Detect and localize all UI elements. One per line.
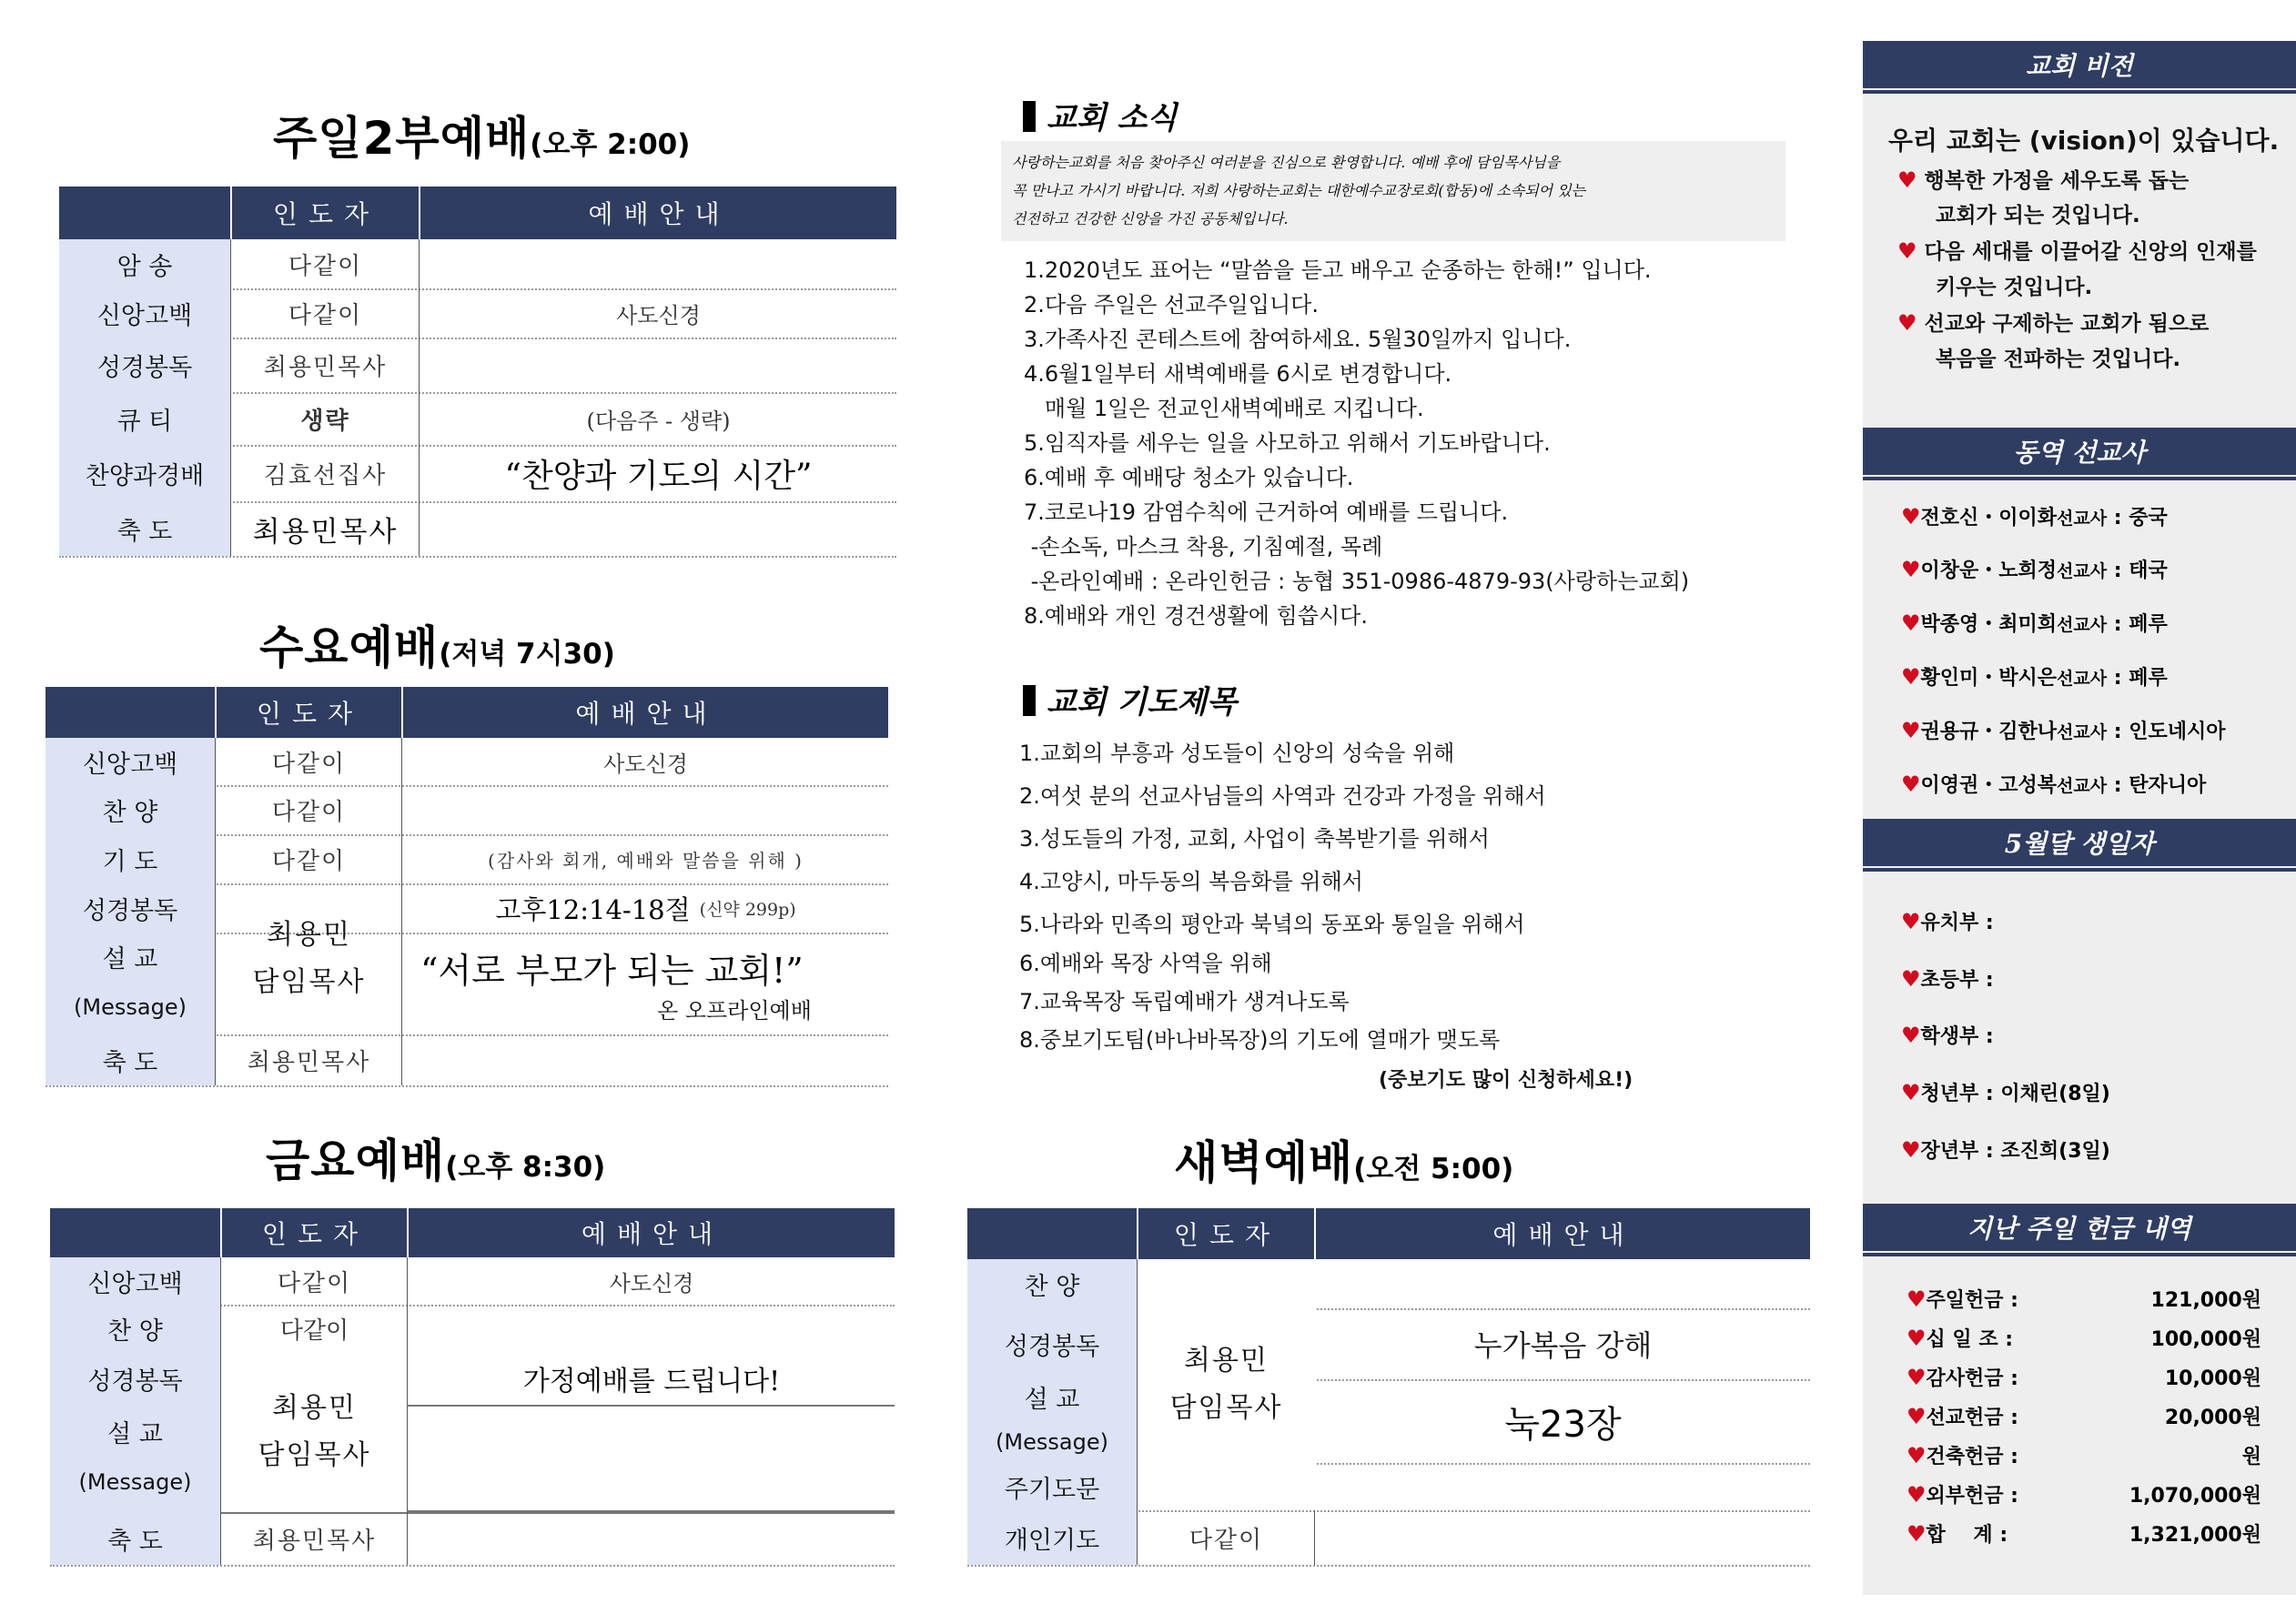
offering-label: 주일헌금 : [1926,1289,2018,1312]
row-label: 축 도 [59,501,230,556]
header-guide: 예배안내 [401,687,890,738]
row-guide [1314,1510,1811,1565]
merged-lead [1137,1259,1315,1510]
missionary-names: 전호신・이이화 [1920,507,2058,530]
offering-item [1907,1480,2261,1508]
vision-item-cont: 키우는 것입니다. [1936,276,2093,299]
row-lead: 생략 [230,392,420,445]
heart-icon: ♥ [1907,1365,1927,1390]
dawn-title [1174,1126,1513,1192]
row-guide: “찬양과 기도의 시간” [419,445,897,501]
header-lead: 인도자 [215,687,403,738]
row-lead: 다같이 [220,1257,408,1305]
label-line1: 설 교 [1024,1386,1080,1414]
heart-icon: ♥ [1907,1326,1927,1351]
merged-lead [220,1352,408,1512]
sunday-title-text: 주일2부예배 [273,112,531,165]
missionary-names: 황인미・박시은 [1920,667,2058,690]
missionary-names: 이영권・고성복 [1920,774,2058,797]
missionary-item [1901,662,2168,691]
news-item: 6.예배 후 예배당 청소가 있습니다. [1024,465,1354,490]
missionary-item [1901,502,2168,530]
intro-line: 꼭 만나고 가시기 바랍니다. 저희 사랑하는교회는 대한예수교장로회(합동)에 소속되어 있는 [1012,182,1586,199]
prayer-item: 7.교육목장 독립예배가 생겨나도록 [1019,989,1350,1014]
row-lead: 다같이 [215,834,402,883]
row-label: 찬양과경배 [59,445,230,501]
sunday-title [273,102,690,167]
news-item: 매월 1일은 전교인새벽예배로 지킵니다. [1024,396,1424,421]
row-label: 찬 양 [967,1259,1137,1308]
news-heading-text: 교회 소식 [1047,100,1178,136]
table-row [46,1034,888,1087]
row-guide [1314,1463,1811,1510]
row-label: 축 도 [46,1034,215,1085]
table-row [59,501,896,558]
table-row [59,392,896,447]
birthday-item [1901,964,1994,993]
row-guide [401,933,889,1034]
heart-icon: ♥ [1901,504,1921,530]
row-lead: 최용민목사 [230,501,420,556]
news-heading-bar [1023,101,1036,132]
row-label: 성경봉독 [50,1352,220,1405]
birthday-text: 청년부 : 이채린(8일) [1920,1083,2110,1105]
row-label [967,1379,1137,1463]
dawn-title-text: 새벽예배 [1174,1136,1354,1189]
table-row [967,1510,1810,1567]
header-lead: 인도자 [1137,1208,1316,1259]
row-label: 성경봉독 [46,883,215,933]
label-line1: 설 교 [102,945,158,973]
heart-icon: ♥ [1901,610,1921,636]
offering-label: 합 계 : [1926,1524,2008,1547]
heart-icon: ♥ [1907,1286,1927,1312]
missionary-country: : 인도네시아 [2107,721,2226,743]
row-label: 성경봉독 [967,1308,1137,1379]
vision-title: 교회 비전 [2026,51,2133,81]
row-label: 기 도 [46,834,215,883]
offering-amount: 20,000원 [2164,1407,2261,1429]
row-guide [419,338,897,392]
merged-guide [407,1352,895,1405]
missionary-country: : 탄자니아 [2107,774,2207,797]
birthday-text: 유치부 : [1920,912,1994,934]
friday-table-header [50,1208,895,1257]
birthday-text: 학생부 : [1920,1025,1994,1048]
row-guide [407,1305,895,1352]
birthday-item [1901,1078,2110,1106]
heart-icon: ♥ [1901,718,1921,743]
row-guide [419,239,897,288]
row-guide [419,501,897,556]
prayer-item: 5.나라와 민족의 평안과 북녘의 동포와 통일을 위해서 [1019,912,1525,937]
table-row [59,445,896,503]
wednesday-title-text: 수요예배 [259,621,440,674]
heart-icon: ♥ [1897,238,1917,264]
row-guide [401,1034,889,1085]
row-label: 찬 양 [46,785,215,834]
label-line2: (Message) [78,1469,192,1495]
birthday-item [1901,1135,2110,1164]
row-label: 신앙고백 [46,738,215,785]
header-guide: 예배안내 [1314,1208,1812,1259]
vision-item-line1: 선교와 구제하는 교회가 됨으로 [1924,312,2210,336]
news-item: -온라인예배 : 온라인헌금 : 농협 351-0986-4879-93(사랑하는교회) [1024,569,1690,594]
offering-amount: 1,321,000원 [2129,1524,2261,1547]
prayer-heading [1023,677,1237,721]
row-guide [407,1512,895,1565]
offering-amount: 원 [2241,1446,2261,1468]
table-row [59,288,896,339]
row-guide: 사도신경 [407,1257,895,1305]
table-row [46,834,888,885]
header-guide: 예배안내 [407,1208,896,1257]
friday-title-text: 금요예배 [266,1135,446,1187]
label-line2: (Message) [996,1429,1108,1455]
missionary-role: 선교사 [2057,776,2108,796]
row-lead: 다같이 [215,785,402,834]
dawn-time: (오전 5:00) [1353,1153,1514,1185]
table-row [46,883,888,934]
heart-icon: ♥ [1901,772,1921,797]
news-item: 1.2020년도 표어는 “말씀을 듣고 배우고 순종하는 한해!” 입니다. [1024,257,1652,283]
merged-guide-blank [407,1405,895,1512]
wednesday-time: (저녁 7시30) [439,638,615,671]
table-row [59,239,896,290]
offering-amount: 121,000원 [2150,1289,2261,1312]
lead-name: 최용민 [272,1392,357,1424]
birthday-text: 초등부 : [1920,969,1994,992]
missionary-names: 권용규・김한나 [1920,721,2058,743]
row-label [46,933,215,1034]
prayer-item: 4.고양시, 마두동의 복음화를 위해서 [1019,869,1363,894]
news-item: 8.예배와 개인 경건생활에 힘씁시다. [1024,603,1368,629]
scripture-note: (신약 299p) [699,899,796,920]
missionary-country: : 태국 [2107,560,2168,582]
table-row [967,1259,1810,1310]
vision-item-line1: 행복한 가정을 세우도록 돕는 [1924,169,2190,193]
row-guide: (감사와 회개, 예배와 말씀을 위해 ) [401,834,889,883]
row-label: 찬 양 [50,1305,220,1352]
friday-title [266,1125,605,1190]
birthday-item [1901,1021,1994,1049]
row-lead: 다같이 [230,239,420,288]
news-intro [1001,141,1785,241]
table-row [46,933,888,1036]
offering-label: 건축헌금 : [1926,1446,2018,1468]
dawn-table-header [967,1208,1810,1259]
table-row [46,738,888,787]
missionary-item [1901,716,2225,744]
label-line1: 설 교 [107,1420,163,1448]
row-label: 개인기도 [967,1510,1137,1565]
news-item: -손소독, 마스크 착용, 기침예절, 목례 [1024,534,1383,560]
row-label: 신앙고백 [50,1257,220,1305]
heart-icon: ♥ [1901,966,1921,992]
missionary-title: 동역 선교사 [2013,438,2146,468]
table-row [59,338,896,394]
news-item: 2.다음 주일은 선교주일입니다. [1024,292,1319,318]
heart-icon: ♥ [1901,664,1921,690]
offering-item [1907,1285,2261,1313]
row-label: 신앙고백 [59,288,230,338]
missionary-country: : 페루 [2107,667,2168,690]
lead-role: 담임목사 [252,966,366,998]
news-item: 5.임직자를 세우는 일을 사모하고 위해서 기도바랍니다. [1024,430,1551,456]
missionary-role: 선교사 [2057,722,2108,742]
offering-item [1907,1519,2261,1548]
intro-line: 건전하고 건강한 신앙을 가진 공동체입니다. [1012,210,1289,227]
offering-amount: 1,070,000원 [2129,1485,2261,1508]
prayer-heading-bar [1023,685,1036,716]
row-label: 축 도 [50,1512,220,1565]
vision-item [1897,235,2257,265]
heart-icon: ♥ [1897,310,1917,336]
missionary-item [1901,609,2168,637]
missionary-role: 선교사 [2057,615,2108,635]
vision-item [1897,307,2209,337]
row-guide: 사도신경 [401,738,889,785]
row-lead: 다같이 [230,288,420,338]
heart-icon: ♥ [1901,557,1921,582]
row-guide [401,785,889,834]
table-row [967,1308,1810,1381]
missionary-country: : 중국 [2107,507,2168,530]
wednesday-table [46,687,888,1087]
offering-amount: 100,000원 [2150,1328,2261,1351]
offering-item [1907,1363,2261,1391]
merged-lead [215,883,402,1034]
missionary-role: 선교사 [2057,561,2108,581]
row-lead: 김효선집사 [230,445,420,501]
vision-item-line1: 다음 세대를 이끌어갈 신앙의 인재를 [1924,240,2257,264]
vision-item [1897,164,2189,194]
birthday-title: 5월달 생일자 [2004,829,2155,859]
sidebar [1863,41,2296,1595]
friday-table [50,1208,895,1567]
row-lead: 최용민목사 [215,1034,402,1085]
news-item: 4.6월1일부터 새벽예배를 6시로 변경합니다. [1024,361,1452,387]
dawn-table [967,1208,1810,1567]
prayer-item: 8.중보기도팀(바나바목장)의 기도에 열매가 맺도록 [1019,1027,1501,1053]
heart-icon: ♥ [1901,1137,1921,1163]
missionary-names: 박종영・최미희 [1920,613,2058,636]
row-label: 주기도문 [967,1463,1137,1510]
lead-role: 담임목사 [258,1439,371,1471]
sermon-title: “서로 부모가 되는 교회!” [420,951,804,991]
table-row [967,1379,1810,1465]
row-label: 성경봉독 [59,338,230,392]
offering-title-bar [1863,1204,2296,1251]
row-label [50,1405,220,1512]
heart-icon: ♥ [1907,1521,1927,1547]
prayer-item: 6.예배와 목장 사역을 위해 [1019,951,1272,976]
vision-title-bar [1863,41,2296,88]
prayer-note: (중보기도 많이 신청하세요!) [1379,1069,1633,1092]
heart-icon: ♥ [1907,1443,1927,1468]
heart-icon: ♥ [1901,909,1921,934]
row-guide [401,883,889,933]
sunday-time: (오후 2:00) [530,128,691,161]
row-label: 암 송 [59,239,230,288]
heart-icon: ♥ [1907,1482,1927,1508]
row-guide: 사도신경 [419,288,897,338]
offering-amount: 10,000원 [2164,1367,2261,1390]
offering-item [1907,1402,2261,1430]
header-lead: 인도자 [230,187,420,239]
intro-line: 사랑하는교회를 처음 찾아주신 여러분을 진심으로 환영합니다. 예배 후에 담임목사님을 [1012,154,1561,171]
birthday-text: 장년부 : 조진희(3일) [1920,1140,2110,1163]
offering-item [1907,1441,2261,1469]
vision-item-cont: 교회가 되는 것입니다. [1936,204,2140,227]
offering-label: 선교헌금 : [1926,1407,2018,1429]
row-lead: 다같이 [220,1305,408,1352]
wednesday-title [259,611,615,677]
row-guide: 눅23장 [1314,1379,1811,1463]
missionary-role: 선교사 [2057,669,2108,689]
lead-role: 담임목사 [1169,1392,1283,1424]
offering-label: 십 일 조 : [1926,1328,2014,1351]
row-lead: 다같이 [215,738,402,785]
row-lead: 다같이 [1137,1510,1315,1565]
table-row [50,1305,895,1354]
offering-item [1907,1324,2261,1352]
heart-icon: ♥ [1907,1404,1927,1429]
birthday-item [1901,907,1994,935]
birthday-title-bar [1863,819,2296,866]
missionary-role: 선교사 [2057,509,2108,529]
header-lead: 인도자 [220,1208,409,1257]
table-row [967,1463,1810,1512]
friday-time: (오후 8:30) [445,1151,606,1184]
sunday-table [59,187,896,560]
scripture: 고후12:14-18절 [495,893,691,925]
prayer-item: 3.성도들의 가정, 교회, 사업이 축복받기를 위해서 [1019,826,1490,852]
prayer-item: 1.교회의 부흥과 성도들이 신앙의 성숙을 위해 [1019,741,1455,766]
offering-label: 감사헌금 : [1926,1367,2018,1390]
news-item: 7.코로나19 감염수칙에 근거하여 예배를 드립니다. [1024,499,1509,525]
lead-name: 최용민 [1184,1345,1269,1377]
missionary-item [1901,555,2168,583]
heart-icon: ♥ [1901,1080,1921,1105]
missionary-names: 이창운・노희정 [1920,560,2058,582]
row-guide: 누가복음 강해 [1314,1308,1811,1379]
table-row [46,785,888,836]
news-item: 3.가족사진 콘테스트에 참여하세요. 5월30일까지 입니다. [1024,327,1572,352]
news-heading [1023,93,1177,137]
row-label: 큐 티 [59,392,230,445]
wednesday-table-header [46,687,888,738]
missionary-title-bar [1863,428,2296,475]
sunday-table-header [59,187,896,239]
table-row [50,1257,895,1306]
prayer-heading-text: 교회 기도제목 [1047,684,1237,721]
missionary-country: : 페루 [2107,613,2168,636]
lead-name: 최용민 [267,919,351,951]
header-guide: 예배안내 [419,187,898,239]
vision-item-cont: 복음을 전파하는 것입니다. [1936,348,2181,371]
label-line2: (Message) [74,994,187,1020]
offering-label: 외부헌금 : [1926,1485,2018,1508]
heart-icon: ♥ [1901,1023,1921,1048]
home-worship-notice: 가정예배를 드립니다! [522,1366,781,1397]
table-row [50,1512,895,1567]
missionary-item [1901,770,2206,798]
row-lead: 최용민목사 [230,338,420,392]
row-guide: (다음주 - 생략) [419,392,897,445]
offering-title: 지난 주일 헌금 내역 [1967,1214,2191,1244]
row-lead: 최용민목사 [220,1512,408,1565]
prayer-item: 2.여섯 분의 선교사님들의 사역과 건강과 가정을 위해서 [1019,783,1546,809]
sermon-note: 온 오프라인예배 [657,998,812,1024]
vision-lead: 우리 교회는 (vision)이 있습니다. [1888,126,2280,156]
heart-icon: ♥ [1897,167,1917,193]
